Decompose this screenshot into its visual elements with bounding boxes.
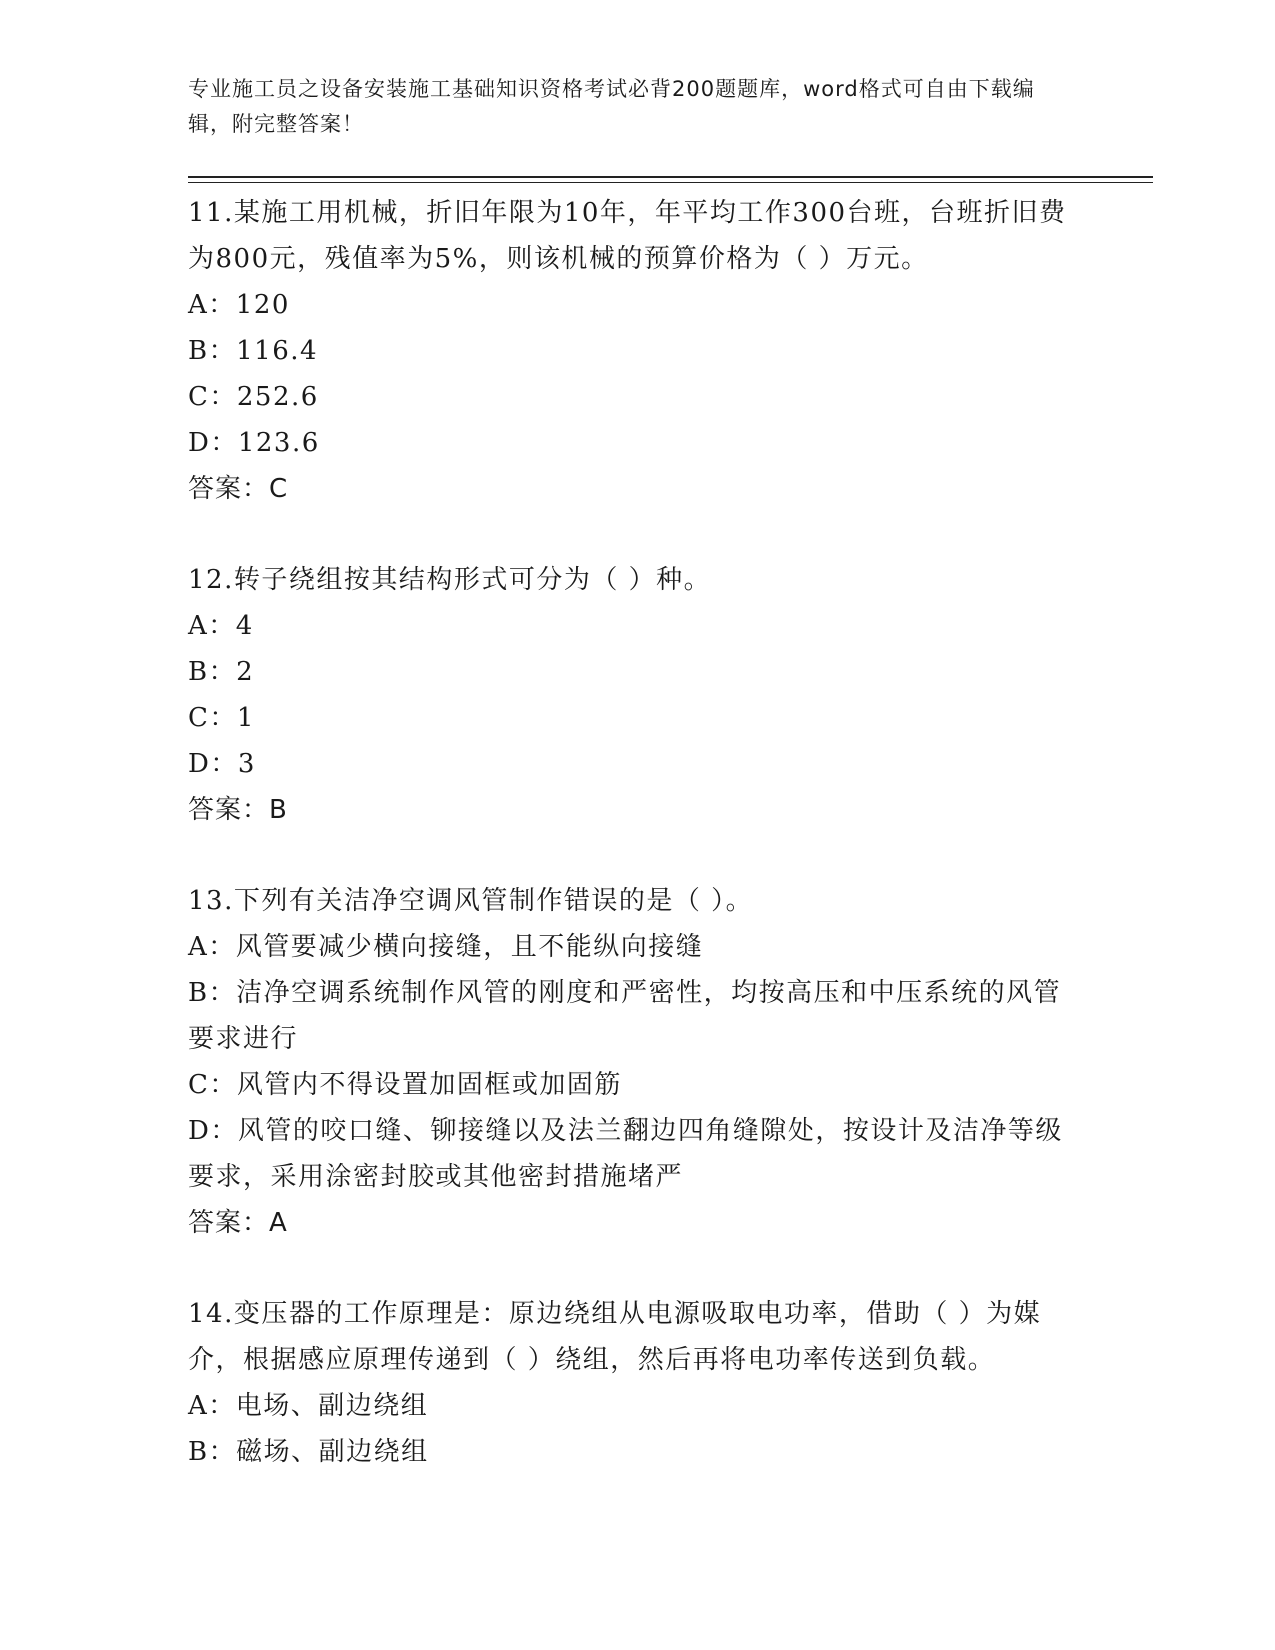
option-a: A：电场、副边绕组 [188, 1391, 429, 1421]
header-divider-thick [188, 176, 1153, 178]
option-b: B：2 [188, 657, 255, 687]
question-stem: 14.变压器的工作原理是：原边绕组从电源吸取电功率，借助（ ）为媒介，根据感应原理传递到（ ）绕组，然后再将电功率传送到负载。 [188, 1299, 1042, 1375]
answer: 答案：A [188, 1208, 288, 1238]
option-a: A：4 [188, 611, 254, 641]
answer: 答案：C [188, 474, 289, 504]
option-b: B：116.4 [188, 336, 319, 366]
option-c: C：风管内不得设置加固框或加固筋 [188, 1070, 622, 1100]
question-11 [188, 190, 1088, 512]
question-stem: 12.转子绕组按其结构形式可分为（ ）种。 [188, 565, 712, 595]
document-header: 专业施工员之设备安装施工基础知识资格考试必背200题题库，word格式可自由下载编辑，附完整答案！ [188, 77, 1035, 136]
header-divider-thin [188, 182, 1153, 183]
option-d: D：123.6 [188, 428, 320, 458]
option-a: A：风管要减少横向接缝，且不能纵向接缝 [188, 932, 704, 962]
question-stem: 11.某施工用机械，折旧年限为10年，年平均工作300台班，台班折旧费为800元，残值率为5%，则该机械的预算价格为（ ）万元。 [188, 198, 1067, 274]
option-b: B：洁净空调系统制作风管的刚度和严密性，均按高压和中压系统的风管要求进行 [188, 978, 1062, 1054]
question-14 [188, 1291, 1088, 1475]
option-c: C：1 [188, 703, 255, 733]
option-b: B：磁场、副边绕组 [188, 1437, 429, 1467]
question-13 [188, 878, 1088, 1246]
answer: 答案：B [188, 795, 288, 825]
question-list [188, 190, 1088, 1520]
question-12 [188, 557, 1088, 833]
question-stem: 13.下列有关洁净空调风管制作错误的是（ ）。 [188, 886, 754, 916]
option-c: C：252.6 [188, 382, 319, 412]
option-a: A：120 [188, 290, 290, 320]
option-d: D：3 [188, 749, 256, 779]
option-d: D：风管的咬口缝、铆接缝以及法兰翻边四角缝隙处，按设计及洁净等级要求，采用涂密封胶或其他密封措施堵严 [188, 1116, 1063, 1192]
